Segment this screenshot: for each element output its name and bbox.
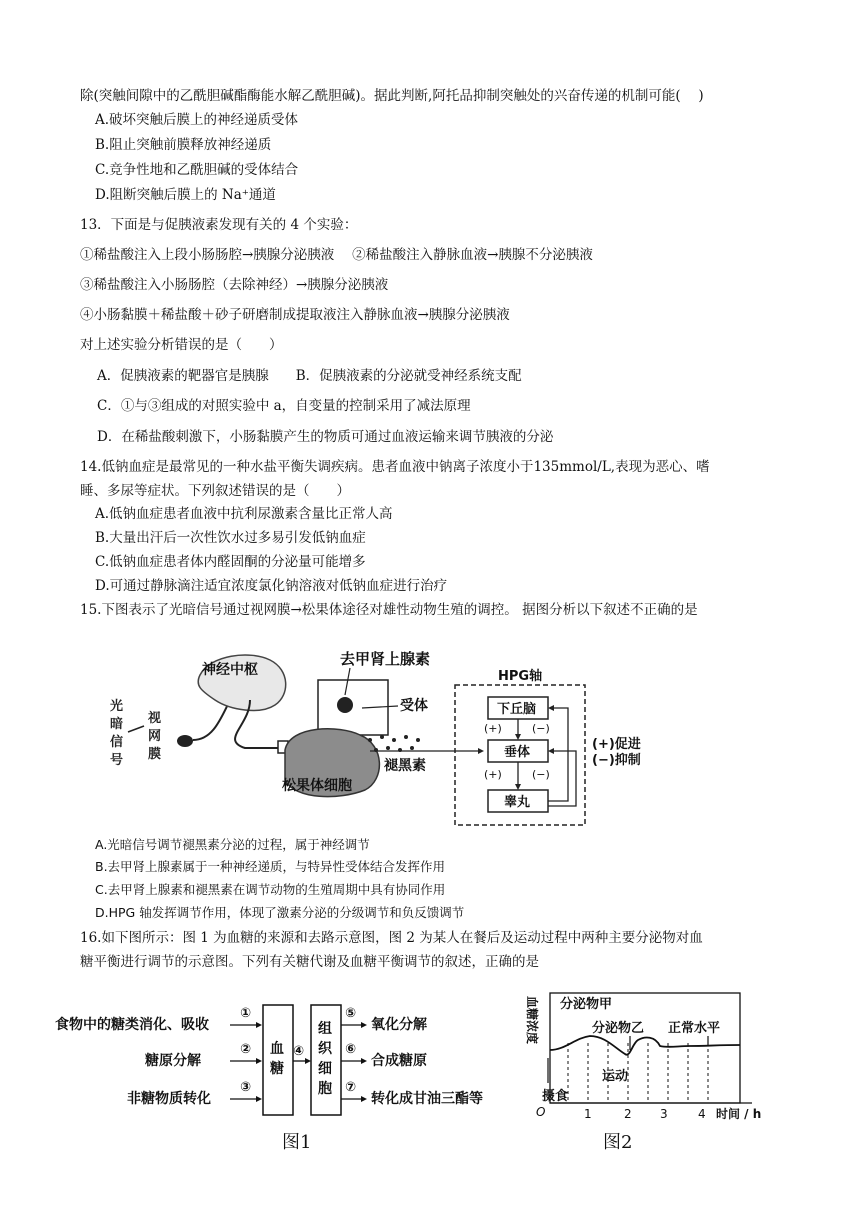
q14-stem-line1: 14.低钠血症是最常见的一种水盐平衡失调疾病。患者血液中钠离子浓度小于135mmol/L,表现为恶心、嗜 xyxy=(80,459,710,475)
q15-option-b: B.去甲肾上腺素属于一种神经递质，与特异性受体结合发挥作用 xyxy=(95,859,446,874)
source-food: 食物中的糖类消化、吸收 xyxy=(55,1017,209,1033)
retina-char: 视 xyxy=(148,711,162,726)
q13-option-d: D．在稀盐酸刺激下，小肠黏膜产生的物质可通过血液运输来调节胰液的分泌 xyxy=(97,429,554,445)
eat-label: 摄食 xyxy=(542,1089,569,1104)
source-glycogen: 糖原分解 xyxy=(145,1053,201,1069)
num-6: ⑥ xyxy=(345,1042,357,1057)
pituitary-label: 垂体 xyxy=(504,745,531,760)
num-3: ③ xyxy=(240,1080,252,1095)
q13-stem: 13．下面是与促胰液素发现有关的 4 个实验： xyxy=(80,217,358,233)
cell-char: 胞 xyxy=(318,1081,332,1097)
cell-char: 组 xyxy=(318,1021,332,1037)
signal-char: 号 xyxy=(110,753,124,768)
q12-option-a: A.破坏突触后膜上的神经递质受体 xyxy=(95,112,299,128)
retina-char: 网 xyxy=(148,729,162,744)
ne-label: 去甲肾上腺素 xyxy=(340,650,431,668)
pineal-label: 松果体细胞 xyxy=(282,778,352,794)
q16-figure2 xyxy=(520,988,790,1128)
plus-label: (+) xyxy=(484,722,502,735)
q16-figure1 xyxy=(55,995,515,1125)
hpg-label: HPG轴 xyxy=(498,669,543,684)
legend-inhibit: (−)抑制 xyxy=(592,753,641,768)
out-oxidation: 氧化分解 xyxy=(371,1017,427,1033)
out-glycogen: 合成糖原 xyxy=(371,1053,427,1069)
legend-promote: (+)促进 xyxy=(592,737,641,752)
num-5: ⑤ xyxy=(345,1006,357,1021)
exercise-label: 运动 xyxy=(602,1069,629,1084)
q13-option-c: C．①与③组成的对照实验中 a，自变量的控制采用了减法原理 xyxy=(97,398,471,414)
q13-question: 对上述实验分析错误的是（ ） xyxy=(80,337,283,353)
neural-center-label: 神经中枢 xyxy=(202,662,258,678)
hypothalamus-label: 下丘脑 xyxy=(497,702,537,717)
q15-option-d: D.HPG 轴发挥调节作用，体现了激素分泌的分级调节和负反馈调节 xyxy=(95,905,465,920)
y-axis-label: 血糖浓度 xyxy=(525,996,539,1045)
q12-option-b: B.阻止突触前膜释放神经递质 xyxy=(95,137,272,153)
signal-char: 信 xyxy=(110,735,124,750)
figure1-caption: 图1 xyxy=(282,1132,312,1153)
q14-stem-line2: 睡、多尿等症状。下列叙述错误的是（ ） xyxy=(80,483,350,499)
num-4: ④ xyxy=(293,1044,305,1059)
q13-options-ab: A．促胰液素的靶器官是胰腺 B．促胰液素的分泌就受神经系统支配 xyxy=(97,368,522,384)
cell-char: 细 xyxy=(318,1061,332,1077)
signal-char: 光 xyxy=(110,699,124,714)
arrowhead xyxy=(478,748,484,754)
q12-option-c: C.竞争性地和乙酰胆碱的受体结合 xyxy=(95,162,299,178)
x-axis-label: 时间 / h xyxy=(716,1107,762,1121)
q16-stem-line2: 糖平衡进行调节的示意图。下列有关糖代谢及血糖平衡调节的叙述，正确的是 xyxy=(80,954,539,970)
feedback-to-hypo xyxy=(548,708,568,801)
q14-option-a: A.低钠血症患者血液中抗利尿激素含量比正常人高 xyxy=(95,506,393,522)
figure2-caption: 图2 xyxy=(603,1132,633,1153)
glucose-curve xyxy=(550,1036,740,1055)
cell-char: 织 xyxy=(318,1041,332,1057)
melatonin-dots xyxy=(368,735,420,752)
q12-stem-tail: 除(突触间隙中的乙酰胆碱酯酶能水解乙酰胆碱)。据此判断,阿托品抑制突触处的兴奋传递的机制可能( ) xyxy=(80,88,704,104)
retina-char: 膜 xyxy=(148,747,162,762)
receptor-label: 受体 xyxy=(400,698,428,714)
q13-experiment-4: ④小肠黏膜＋稀盐酸＋砂子研磨制成提取液注入静脉血液→胰腺分泌胰液 xyxy=(80,307,510,323)
x-tick: 3 xyxy=(660,1107,668,1121)
retina-neuron xyxy=(177,735,193,747)
q15-stem: 15.下图表示了光暗信号通过视网膜→松果体途径对雄性动物生殖的调控。 据图分析以下叙述不正确的是 xyxy=(80,602,698,618)
minus-label: (−) xyxy=(532,768,550,781)
minus-label: (−) xyxy=(532,722,550,735)
secretion-a-label: 分泌物甲 xyxy=(560,997,613,1012)
gridlines xyxy=(568,1043,708,1103)
blood-char: 血 xyxy=(270,1041,284,1057)
secretion-b-label: 分泌物乙 xyxy=(592,1021,645,1036)
num-1: ① xyxy=(240,1006,252,1021)
q16-stem-line1: 16.如下图所示：图 1 为血糖的来源和去路示意图，图 2 为某人在餐后及运动过程中两种主要分泌物对血 xyxy=(80,930,703,946)
blood-sugar-box xyxy=(263,1005,293,1115)
q15-option-c: C.去甲肾上腺素和褪黑素在调节动物的生殖周期中具有协同作用 xyxy=(95,882,446,897)
testis-label: 睾丸 xyxy=(504,795,531,810)
signal-arrow xyxy=(128,726,144,732)
q12-option-d: D.阻断突触后膜上的 Na⁺通道 xyxy=(95,187,276,203)
out-triglyceride: 转化成甘油三酯等 xyxy=(371,1091,483,1107)
x-tick: 2 xyxy=(624,1107,632,1121)
normal-level-label: 正常水平 xyxy=(668,1021,721,1036)
q15-option-a: A.光暗信号调节褪黑素分泌的过程，属于神经调节 xyxy=(95,837,370,852)
q14-option-c: C.低钠血症患者体内醛固酮的分泌量可能增多 xyxy=(95,554,366,570)
source-nonsugar: 非糖物质转化 xyxy=(127,1091,211,1107)
q13-experiment-1-2: ①稀盐酸注入上段小肠肠腔→胰腺分泌胰液 ②稀盐酸注入静脉血液→胰腺不分泌胰液 xyxy=(80,247,593,263)
x-tick: 1 xyxy=(584,1107,592,1121)
num-2: ② xyxy=(240,1042,252,1057)
q13-experiment-3: ③稀盐酸注入小肠肠腔（去除神经）→胰腺分泌胰液 xyxy=(80,277,389,293)
q15-diagram xyxy=(100,640,660,830)
melatonin-label: 褪黑素 xyxy=(384,758,426,774)
ne-receptor-blob xyxy=(337,697,353,713)
origin-label: O xyxy=(536,1105,546,1119)
signal-char: 暗 xyxy=(110,717,124,732)
num-7: ⑦ xyxy=(345,1080,357,1095)
blood-char: 糖 xyxy=(270,1061,284,1077)
q14-option-b: B.大量出汗后一次性饮水过多易引发低钠血症 xyxy=(95,530,366,546)
plus-label: (+) xyxy=(484,768,502,781)
q14-option-d: D.可通过静脉滴注适宜浓度氯化钠溶液对低钠血症进行治疗 xyxy=(95,578,448,594)
feedback-to-pit xyxy=(548,751,576,806)
x-tick: 4 xyxy=(698,1107,706,1121)
